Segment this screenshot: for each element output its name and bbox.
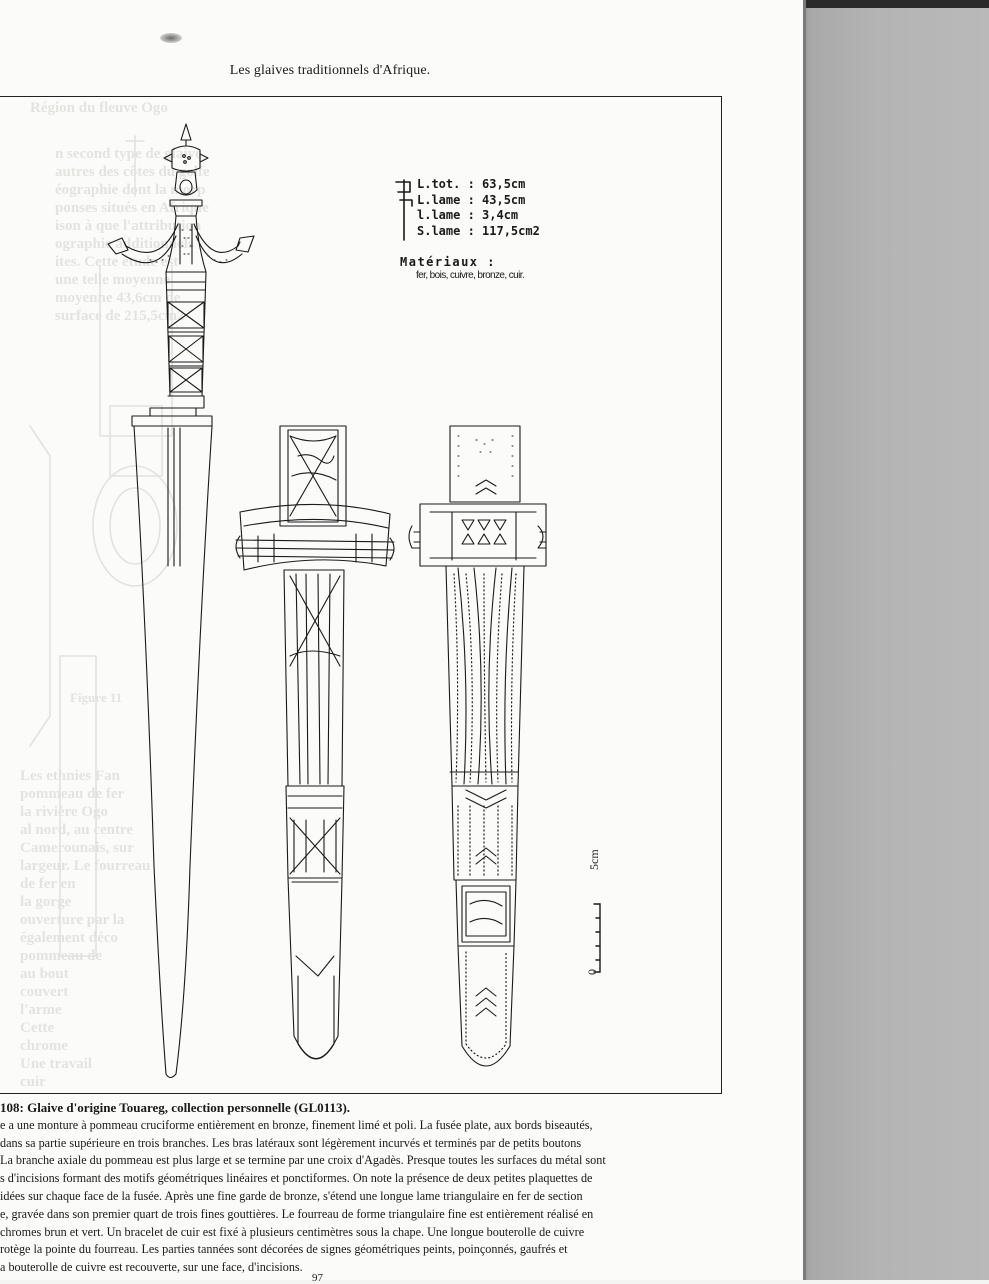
bleed-line: au bout <box>20 966 69 982</box>
bleed-line: Cette <box>20 1020 55 1036</box>
bleed-line: surface de 215,5cm2 <box>55 308 185 324</box>
sword-blade <box>134 426 212 1078</box>
bleed-line: ites. Cette étude est <box>55 254 179 270</box>
bleed-line: n second type de glaive <box>55 146 202 162</box>
bleed-line: al nord, au centre <box>20 822 134 838</box>
scabbard-front <box>236 426 394 1059</box>
scanner-gutter <box>805 0 989 1280</box>
bleed-line: couvert <box>20 984 69 1000</box>
bleed-line: l'arme <box>20 1002 62 1018</box>
bleed-line: pommeau de fer <box>20 786 125 802</box>
total-length: L.tot. : 63,5cm <box>417 177 526 191</box>
bleed-line: éographie dont la morp <box>55 182 206 198</box>
bleed-line: Camerounais, sur <box>20 840 134 856</box>
caption-line: e, gravée dans son premier quart de trois fines gouttières. Le fourreau de forme triangulaire fine est entièrement réalisé en <box>0 1206 594 1221</box>
caption-line: idées sur chaque face de la fusée. Après une fine garde de bronze, s'étend une longue lame triangulaire en fer de section <box>0 1188 583 1203</box>
bleed-line: une telle moyenne <box>55 272 170 288</box>
caption-line: rotège la pointe du fourreau. Les parties tannées sont décorées de signes géométriques peints, poinçonnés, gaufrés et <box>0 1242 568 1257</box>
bleed-line: la gorge <box>20 894 72 910</box>
bleed-line: ponses situés en Afrique <box>55 200 209 216</box>
caption-line: e a une monture à pommeau cruciforme entièrement en bronze, finement limé et poli. La fusée plate, aux bords biseautés, <box>0 1117 593 1132</box>
caption-line: a bouterolle de cuivre est recouverte, sur une face, d'incisions. <box>0 1260 303 1275</box>
sword-drawing <box>0 96 722 1094</box>
bleed-line: la rivière Ogo <box>20 804 109 820</box>
bleed-line: autres des côtes du golfe <box>55 164 210 180</box>
scale-bar <box>594 904 600 972</box>
figure-caption <box>0 1099 722 1277</box>
bleed-heading: Région du fleuve Ogo <box>30 100 168 116</box>
scale-zero: 0 <box>585 969 599 975</box>
bleed-line: largeur. Le fourreau <box>20 858 151 874</box>
materials-list: fer, bois, cuivre, bronze, cuir. <box>416 270 525 281</box>
running-head: Les glaives traditionnels d'Afrique. <box>229 63 431 78</box>
blade-surface: S.lame : 117,5cm2 <box>417 223 540 238</box>
caption-line: s d'incisions formant des motifs géométriques linéaires et ponctiformes. On note la présence de deux petites plaquettes de <box>0 1171 593 1186</box>
blade-width: l.lame : 3,4cm <box>417 208 519 222</box>
bleed-line: pommeau de <box>20 948 103 964</box>
bleed-line: ouverture par la <box>20 912 125 928</box>
bleed-line: également déco <box>20 930 118 946</box>
sword-hilt <box>108 124 254 426</box>
caption-line: La branche axiale du pommeau est plus large et se termine par une croix d'Agadès. Presque toutes les surfaces du métal sont <box>0 1153 606 1168</box>
bleed-line: Une travail <box>20 1056 93 1072</box>
materials-heading: Matériaux : <box>400 255 496 269</box>
bleed-line: chrome <box>20 1038 69 1054</box>
bleed-line: Figure 11 <box>70 690 123 705</box>
caliper-icon <box>396 180 412 240</box>
caption-title: 108: Glaive d'origine Touareg, collection personnelle (GL0113). <box>0 1100 351 1115</box>
bleed-line: Les ethnies Fan <box>20 768 121 784</box>
bleed-line: de fer en <box>20 876 76 892</box>
bleed-drawing <box>30 136 177 956</box>
scanner-gutter-top <box>805 0 989 8</box>
blade-length: L.lame : 43,5cm <box>417 192 526 207</box>
scale-label: 5cm <box>587 849 601 870</box>
measurements <box>417 177 540 239</box>
bleed-line: moyenne 43,6cm de <box>55 290 181 306</box>
caption-line: dans sa partie supérieure en trois branches. Les bras latéraux sont légèrement incurvés et terminés par de petits boutons <box>0 1135 582 1150</box>
bleed-line: cuir <box>20 1074 46 1090</box>
caption-line: chromes brun et vert. Un bracelet de cuir est fixé à plusieurs centimètres sous la chape. Une longue bouterolle de cuivre <box>0 1224 585 1239</box>
page-number: 97 <box>312 1272 323 1284</box>
ink-smudge <box>160 33 182 43</box>
page-edge <box>803 0 806 1280</box>
scabbard-back <box>409 426 546 1066</box>
bleed-line: ison à que l'attribution <box>55 218 202 234</box>
bleed-line: ographie additionnels <box>55 236 194 252</box>
